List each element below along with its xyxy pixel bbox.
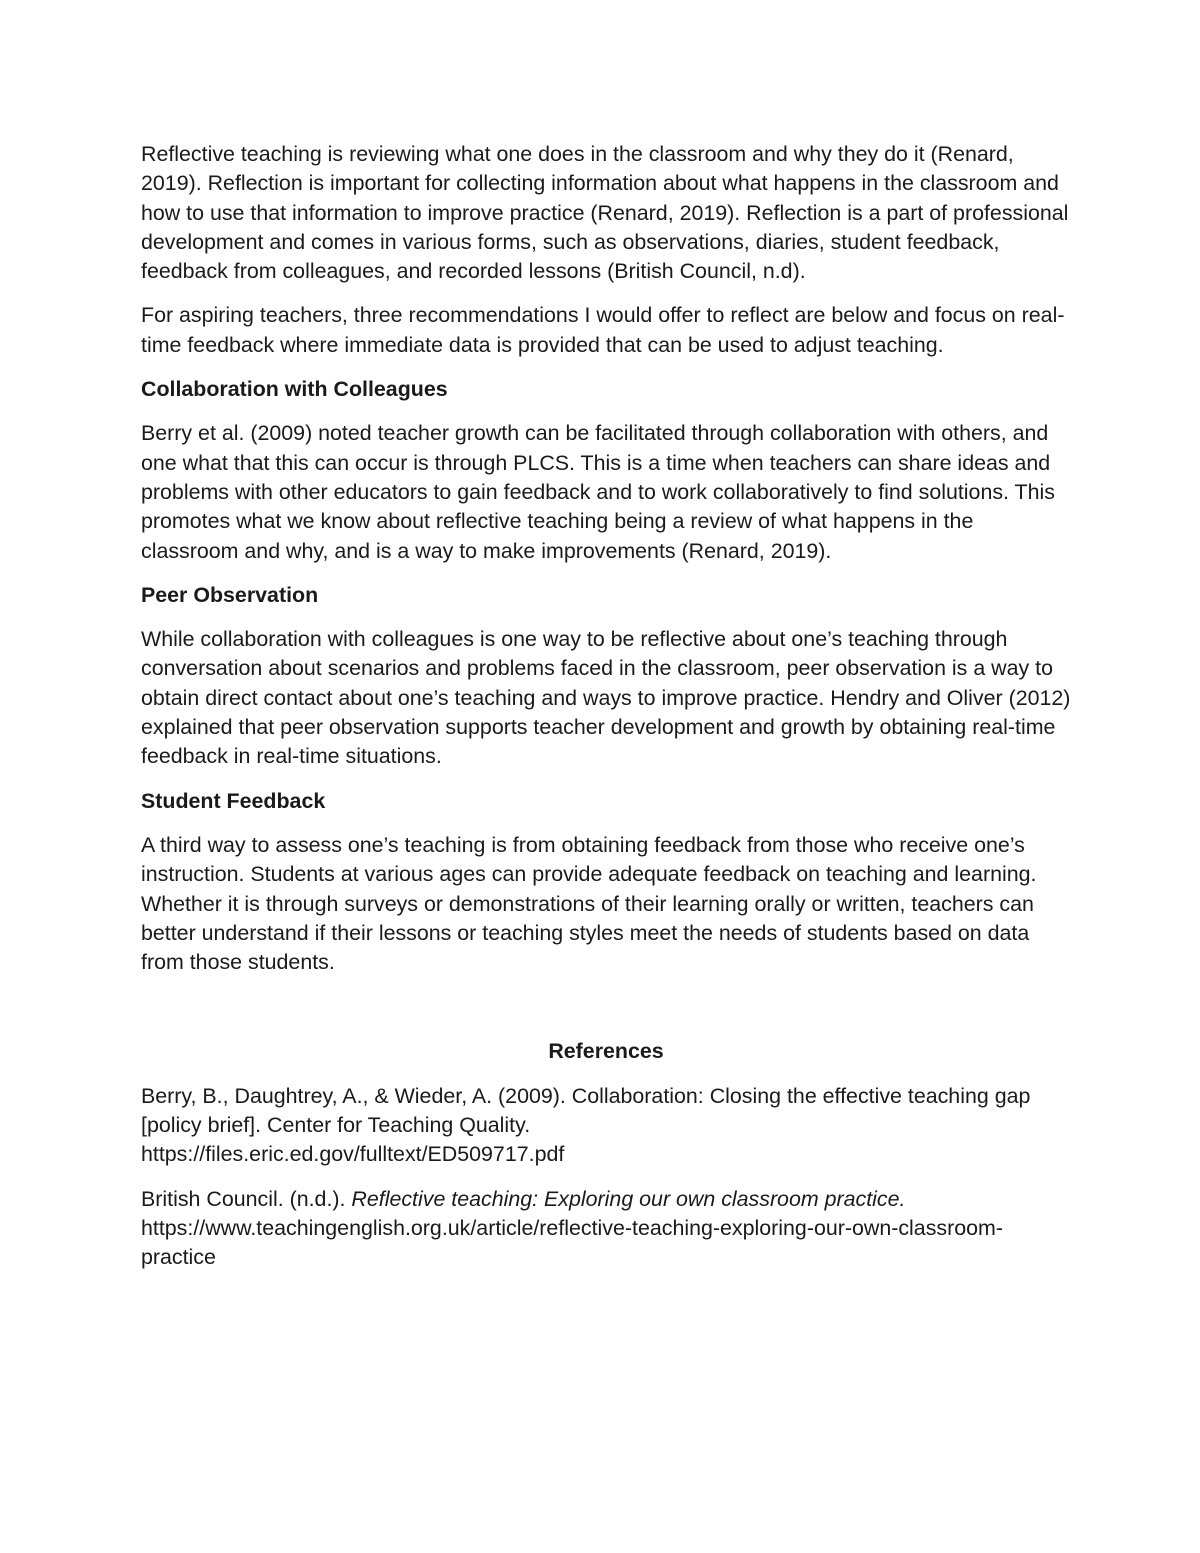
reference-entry-berry — [141, 1082, 1071, 1170]
reference-prefix-british-council: British Council. (n.d.). — [141, 1186, 352, 1211]
reference-url-berry[interactable]: https://files.eric.ed.gov/fulltext/ED509717.pdf — [141, 1142, 565, 1167]
intro-paragraph-2: For aspiring teachers, three recommendations I would offer to reflect are below and focus on real-time feedback where immediate data is provided that can be used to adjust teaching. — [141, 303, 1065, 357]
document-page — [141, 140, 1071, 1288]
section-heading-collaboration: Collaboration with Colleagues — [141, 377, 448, 402]
reference-title-british-council: Reflective teaching: Exploring our own classroom practice. — [351, 1186, 906, 1211]
section-body-student-feedback: A third way to assess one’s teaching is from obtaining feedback from those who receive one’s instruction. Students at various ages can provide adequate feedback on teaching and learning. Whether it is through surveys or demonstrations of their learning orally or written, teachers can better understand if their lessons or teaching styles meet the needs of students based on data from those students. — [141, 832, 1037, 975]
section-body-peer-observation: While collaboration with colleagues is one way to be reflective about one’s teaching through conversation about scenarios and problems faced in the classroom, peer observation is a way to obtain direct contact about one’s teaching and ways to improve practice. Hendry and Oliver (2012) explained that peer observation supports teacher development and growth by obtaining real-time feedback in real-time situations. — [141, 627, 1071, 769]
section-heading-student-feedback: Student Feedback — [141, 788, 326, 813]
reference-text-berry: Berry, B., Daughtrey, A., & Wieder, A. (2009). Collaboration: Closing the effective teaching gap [policy brief]. Center for Teaching Quality. — [141, 1083, 1031, 1138]
reference-entry-british-council — [141, 1185, 1071, 1273]
references-heading: References — [548, 1039, 664, 1064]
section-body-collaboration: Berry et al. (2009) noted teacher growth can be facilitated through collaboration with others, and one what that this can occur is through PLCS. This is a time when teachers can share ideas and problems with other educators to gain feedback and to work collaboratively to find solutions. This promotes what we know about reflective teaching being a review of what happens in the classroom and why, and is a way to make improvements (Renard, 2019). — [141, 421, 1055, 563]
reference-url-british-council[interactable]: https://www.teachingenglish.org.uk/article/reflective-teaching-exploring-our-own-classroom-practice — [141, 1215, 1003, 1270]
intro-paragraph-1: Reflective teaching is reviewing what one does in the classroom and why they do it (Renard, 2019). Reflection is important for collecting information about what happens in the classroom and how to use that information to improve practice (Renard, 2019). Reflection is a part of professional development and comes in various forms, such as observations, diaries, student feedback, feedback from colleagues, and recorded lessons (British Council, n.d). — [141, 142, 1069, 284]
section-heading-peer-observation: Peer Observation — [141, 582, 319, 607]
